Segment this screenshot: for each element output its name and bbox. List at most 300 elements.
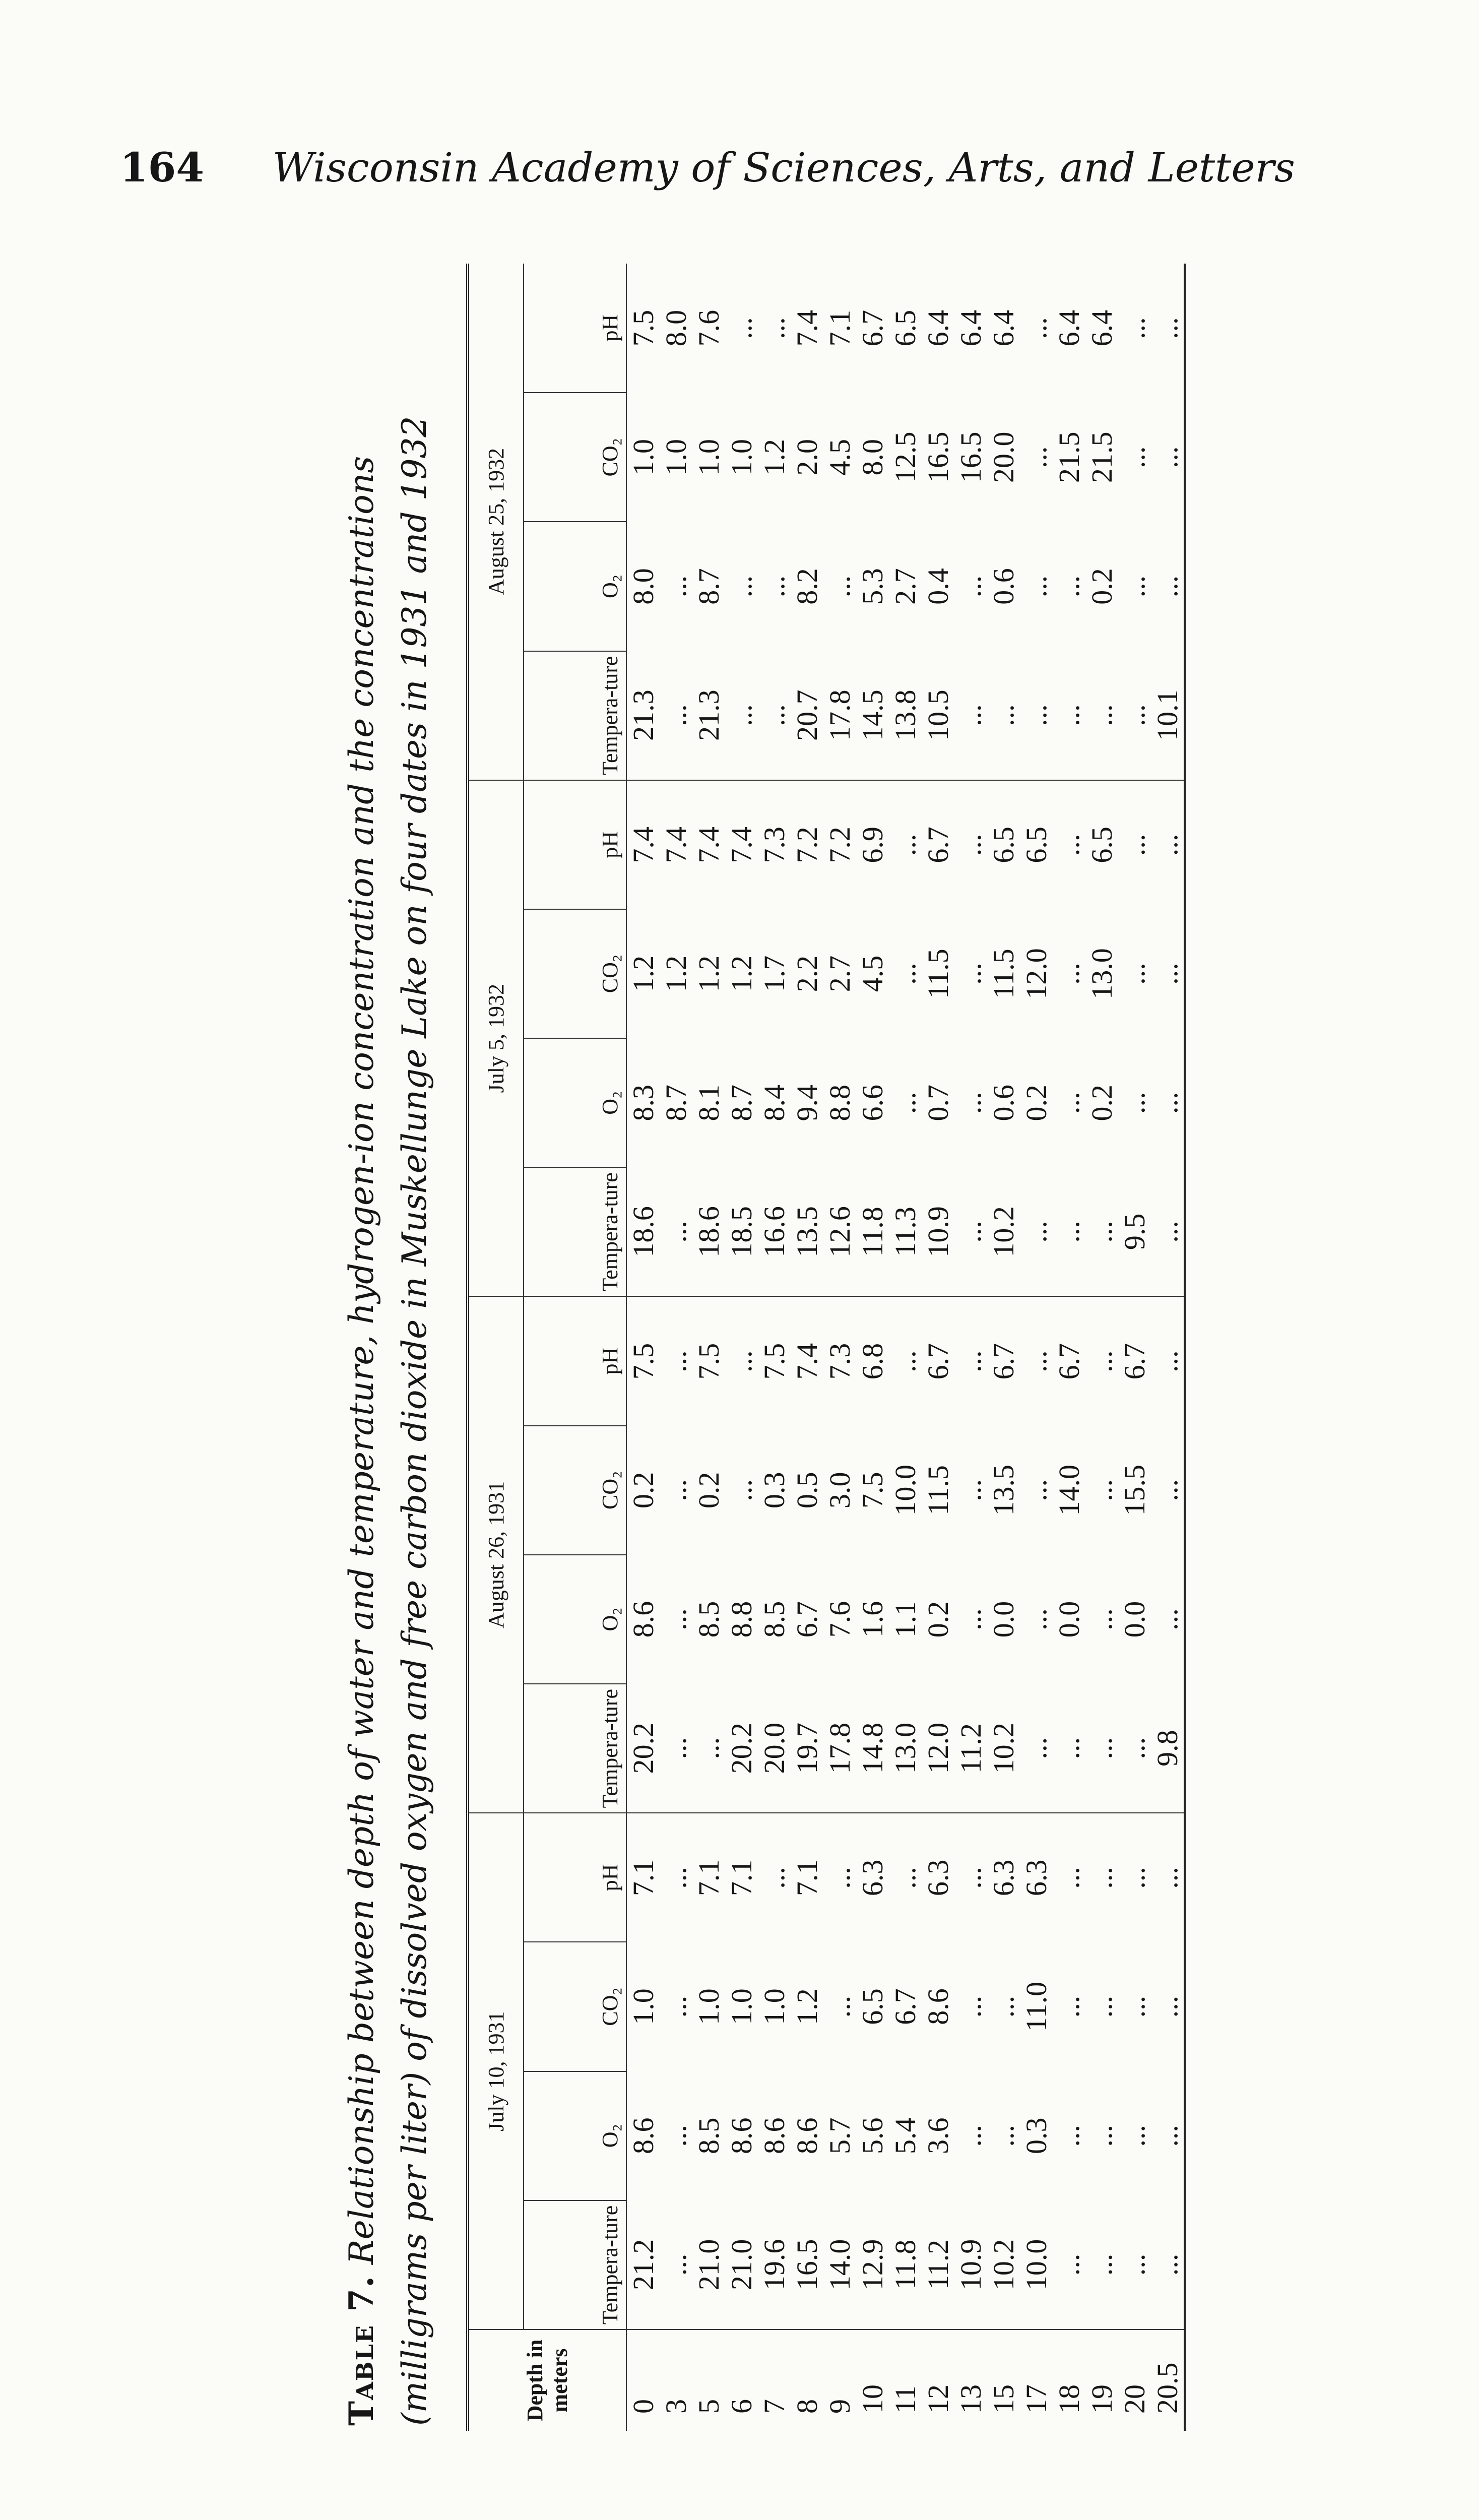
subheader-o2: O₂ <box>524 2071 626 2200</box>
temperature-cell: 10.0 <box>1020 2200 1053 2329</box>
co2-cell: 13.5 <box>987 1465 1020 1516</box>
o2-cell: 8.5 <box>758 1601 791 1638</box>
co2-cell: 12.0 <box>1020 948 1053 999</box>
co2-cell: 1.0 <box>692 439 725 476</box>
ph-cell: ... <box>725 317 758 339</box>
co2-cell: 6.5 <box>856 1988 889 2025</box>
co2-cell: 11.5 <box>922 1465 954 1516</box>
temperature-cell: ... <box>1053 1167 1085 1296</box>
co2-cell: 4.5 <box>823 439 856 476</box>
temperature-cell: ... <box>660 1167 692 1296</box>
temperature-cell: ... <box>758 651 791 780</box>
temperature-cell: ... <box>1053 1684 1085 1813</box>
page-header <box>120 144 1295 191</box>
co2-cell: 2.2 <box>791 955 823 992</box>
o2-cell: ... <box>1020 1608 1053 1630</box>
temperature-cell: 20.7 <box>791 651 823 780</box>
date-header-2: August 26, 1931 <box>468 1297 524 1813</box>
subheader-co2: CO₂ <box>524 393 626 522</box>
ph-cell: 8.0 <box>660 309 692 347</box>
temperature-cell: 21.3 <box>626 651 660 780</box>
ph-cell: 6.7 <box>1053 1343 1085 1380</box>
table-row <box>1118 264 1151 2431</box>
temperature-cell: 20.2 <box>626 1684 660 1813</box>
ph-cell: ... <box>1118 1867 1151 1889</box>
o2-cell: 5.4 <box>889 2117 922 2154</box>
o2-cell: 8.8 <box>725 1601 758 1638</box>
temperature-cell: ... <box>1085 2200 1118 2329</box>
co2-cell: 16.5 <box>954 431 987 483</box>
co2-cell: 8.6 <box>922 1988 954 2025</box>
date-header-1: July 10, 1931 <box>468 1813 524 2329</box>
ph-cell: 7.1 <box>692 1859 725 1897</box>
subheader-row <box>524 264 626 2431</box>
ph-cell: ... <box>954 1350 987 1372</box>
subheader-ph: pH <box>524 780 626 909</box>
temperature-cell: ... <box>660 1684 692 1813</box>
temperature-cell: 16.5 <box>791 2200 823 2329</box>
co2-cell: 10.0 <box>889 1465 922 1516</box>
temperature-cell: 20.2 <box>725 1684 758 1813</box>
ph-cell: ... <box>660 1867 692 1889</box>
o2-cell: 0.4 <box>922 568 954 605</box>
co2-cell: 11.5 <box>987 949 1020 999</box>
o2-cell: 8.3 <box>626 1038 660 1167</box>
ph-cell: 6.4 <box>987 309 1020 347</box>
co2-cell: ... <box>954 963 987 985</box>
depth-cell: 20 <box>1118 2329 1151 2431</box>
co2-cell: 12.5 <box>889 431 922 483</box>
o2-cell: 8.2 <box>791 568 823 605</box>
ph-cell: 6.7 <box>1118 1343 1151 1380</box>
ph-cell: 7.4 <box>791 309 823 347</box>
o2-cell: 8.6 <box>758 2117 791 2154</box>
co2-cell: 15.5 <box>1118 1465 1151 1516</box>
page-number: 164 <box>120 144 204 191</box>
o2-cell: 6.6 <box>856 1084 889 1121</box>
depth-cell: 20.5 <box>1151 2329 1185 2431</box>
ph-cell: ... <box>1085 1350 1118 1372</box>
ph-cell: 7.1 <box>791 1859 823 1897</box>
depth-cell: 0 <box>626 2329 660 2431</box>
o2-cell: ... <box>1118 2124 1151 2147</box>
temperature-cell: 18.6 <box>692 1167 725 1296</box>
o2-cell: 8.4 <box>758 1084 791 1121</box>
temperature-cell: 11.8 <box>856 1167 889 1296</box>
co2-cell: ... <box>1151 1942 1185 2071</box>
ph-cell: 6.3 <box>922 1859 954 1897</box>
co2-cell: ... <box>1118 1995 1151 2018</box>
temperature-cell: 10.1 <box>1151 651 1185 780</box>
ph-cell: 7.3 <box>823 1343 856 1380</box>
table-row <box>626 264 660 2431</box>
ph-cell: ... <box>889 834 922 856</box>
temperature-cell: 17.8 <box>823 1684 856 1813</box>
o2-cell: 8.1 <box>692 1084 725 1121</box>
o2-cell: ... <box>725 575 758 598</box>
ph-cell: ... <box>1118 834 1151 856</box>
table-row <box>823 264 856 2431</box>
table-row <box>987 264 1020 2431</box>
ph-cell: 7.1 <box>725 1859 758 1897</box>
co2-cell: ... <box>1053 963 1085 985</box>
temperature-cell: 9.5 <box>1118 1167 1151 1296</box>
o2-cell: ... <box>1053 2124 1085 2147</box>
ph-cell: ... <box>758 317 791 339</box>
temperature-cell: 18.5 <box>725 1167 758 1296</box>
temperature-cell: ... <box>725 651 758 780</box>
co2-cell: 1.0 <box>758 1988 791 2025</box>
ph-cell: 7.3 <box>758 827 791 863</box>
depth-cell: 18 <box>1053 2329 1085 2431</box>
depth-cell: 8 <box>791 2329 823 2431</box>
o2-cell: ... <box>1151 1038 1185 1167</box>
temperature-cell: ... <box>660 651 692 780</box>
temperature-cell: 17.8 <box>823 651 856 780</box>
data-table <box>466 264 1186 2431</box>
co2-cell: ... <box>889 963 922 985</box>
o2-cell: 8.7 <box>660 1084 692 1121</box>
temperature-cell: 11.2 <box>954 1684 987 1813</box>
temperature-cell: 14.8 <box>856 1684 889 1813</box>
temperature-cell: 21.0 <box>692 2200 725 2329</box>
o2-cell: ... <box>889 1092 922 1114</box>
ph-cell: 6.5 <box>889 309 922 347</box>
ph-cell: 6.3 <box>1020 1859 1053 1897</box>
o2-cell: ... <box>1085 1608 1118 1630</box>
co2-cell: 1.0 <box>660 439 692 476</box>
o2-cell: 8.5 <box>692 2117 725 2154</box>
temperature-cell: 9.8 <box>1151 1684 1185 1813</box>
co2-cell: 1.2 <box>791 1988 823 2025</box>
depth-cell: 15 <box>987 2329 1020 2431</box>
co2-cell: 11.0 <box>1020 1981 1053 2032</box>
ph-cell: 6.4 <box>954 309 987 347</box>
o2-cell: 0.6 <box>987 1084 1020 1121</box>
ph-cell: 7.4 <box>791 1343 823 1380</box>
ph-cell: ... <box>1085 1867 1118 1889</box>
ph-cell: 7.5 <box>626 264 660 393</box>
temperature-cell: ... <box>954 1167 987 1296</box>
o2-cell: ... <box>1151 522 1185 651</box>
ph-cell: ... <box>725 1350 758 1372</box>
table-row <box>922 264 954 2431</box>
co2-cell: 1.2 <box>626 909 660 1038</box>
o2-cell: 6.7 <box>791 1601 823 1638</box>
ph-cell: 7.6 <box>692 309 725 347</box>
depth-cell: 10 <box>856 2329 889 2431</box>
co2-cell: 1.7 <box>758 955 791 992</box>
ph-cell: ... <box>758 1867 791 1889</box>
subheader-temperature: Tempera-ture <box>524 1684 626 1813</box>
o2-cell: 0.7 <box>922 1084 954 1121</box>
temperature-cell: ... <box>954 651 987 780</box>
ph-cell: ... <box>889 1350 922 1372</box>
o2-cell: 0.2 <box>1085 1084 1118 1121</box>
o2-cell: 0.0 <box>1118 1601 1151 1638</box>
ph-cell: ... <box>1151 1297 1185 1426</box>
table-row <box>791 264 823 2431</box>
co2-cell: 1.0 <box>692 1988 725 2025</box>
o2-cell: 0.3 <box>1020 2117 1053 2154</box>
table-caption-lead: Table 7. <box>342 2275 381 2426</box>
o2-cell: 0.0 <box>1053 1601 1085 1638</box>
co2-cell: 1.2 <box>758 439 791 476</box>
co2-cell: ... <box>725 1479 758 1501</box>
subheader-ph: pH <box>524 1297 626 1426</box>
o2-cell: ... <box>758 575 791 598</box>
co2-cell: ... <box>1151 393 1185 522</box>
temperature-cell: 12.0 <box>922 1684 954 1813</box>
temperature-cell: 13.0 <box>889 1684 922 1813</box>
ph-cell: 7.5 <box>692 1343 725 1380</box>
o2-cell: 2.7 <box>889 568 922 605</box>
co2-cell: 20.0 <box>987 431 1020 483</box>
ph-cell: 7.2 <box>823 827 856 863</box>
co2-cell: ... <box>954 1479 987 1501</box>
o2-cell: 0.2 <box>1020 1084 1053 1121</box>
temperature-cell: 19.7 <box>791 1684 823 1813</box>
co2-cell: ... <box>823 1995 856 2018</box>
temperature-cell: 10.2 <box>987 1684 1020 1813</box>
o2-cell: ... <box>1151 2071 1185 2200</box>
temperature-cell: 14.5 <box>856 651 889 780</box>
ph-cell: 6.7 <box>856 309 889 347</box>
subheader-temperature: Tempera-ture <box>524 651 626 780</box>
subheader-co2: CO₂ <box>524 1942 626 2071</box>
o2-cell: 1.6 <box>856 1601 889 1638</box>
ph-cell: ... <box>1118 317 1151 339</box>
o2-cell: 9.4 <box>791 1084 823 1121</box>
o2-cell: 8.6 <box>626 1555 660 1684</box>
co2-cell: ... <box>954 1995 987 2018</box>
co2-cell: 4.5 <box>856 955 889 992</box>
table-row <box>660 264 692 2431</box>
temperature-cell: ... <box>1020 1684 1053 1813</box>
co2-cell: 2.7 <box>823 955 856 992</box>
temperature-cell: ... <box>1151 2200 1185 2329</box>
ph-cell: ... <box>1053 1867 1085 1889</box>
co2-cell: ... <box>1020 446 1053 469</box>
co2-cell: ... <box>1118 446 1151 469</box>
temperature-cell: ... <box>987 651 1020 780</box>
subheader-co2: CO₂ <box>524 1426 626 1555</box>
o2-cell: 1.1 <box>889 1601 922 1638</box>
o2-cell: 8.7 <box>725 1084 758 1121</box>
o2-cell: ... <box>1118 575 1151 598</box>
date-header-4: August 25, 1932 <box>468 264 524 780</box>
temperature-cell: ... <box>1118 2200 1151 2329</box>
ph-cell: ... <box>889 1867 922 1889</box>
co2-cell: 21.5 <box>1085 431 1118 483</box>
subheader-temperature: Tempera-ture <box>524 2200 626 2329</box>
co2-cell: 1.0 <box>725 1988 758 2025</box>
temperature-cell: 19.6 <box>758 2200 791 2329</box>
co2-cell: 0.3 <box>758 1472 791 1509</box>
temperature-cell: 12.9 <box>856 2200 889 2329</box>
ph-cell: 6.4 <box>922 309 954 347</box>
co2-cell: 14.0 <box>1053 1465 1085 1516</box>
table-row <box>889 264 922 2431</box>
o2-cell: ... <box>660 575 692 598</box>
depth-cell: 6 <box>725 2329 758 2431</box>
depth-cell: 7 <box>758 2329 791 2431</box>
subheader-temperature: Tempera-ture <box>524 1167 626 1296</box>
ph-cell: 7.1 <box>626 1813 660 1942</box>
subheader-o2: O₂ <box>524 1555 626 1684</box>
ph-cell: ... <box>1151 780 1185 909</box>
o2-cell: 8.6 <box>791 2117 823 2154</box>
temperature-cell: 14.0 <box>823 2200 856 2329</box>
ph-cell: 6.5 <box>1085 827 1118 863</box>
temperature-cell: 10.5 <box>922 651 954 780</box>
co2-cell: 1.0 <box>725 439 758 476</box>
o2-cell: ... <box>1053 575 1085 598</box>
temperature-cell: ... <box>1020 651 1053 780</box>
temperature-cell: 21.3 <box>692 651 725 780</box>
ph-cell: ... <box>1053 834 1085 856</box>
table-row <box>692 264 725 2431</box>
ph-cell: ... <box>1020 317 1053 339</box>
temperature-cell: ... <box>1085 651 1118 780</box>
co2-cell: ... <box>660 1995 692 2018</box>
depth-cell: 11 <box>889 2329 922 2431</box>
o2-cell: 8.8 <box>823 1084 856 1121</box>
temperature-cell: ... <box>1085 1167 1118 1296</box>
co2-cell: 8.0 <box>856 439 889 476</box>
ph-cell: 7.4 <box>660 827 692 863</box>
ph-cell: 6.5 <box>1020 827 1053 863</box>
temperature-cell: ... <box>1053 2200 1085 2329</box>
table-caption-text: Relationship between depth of water and temperature, hydrogen-ion concentration and the concentrations (milligrams per liter) of dissolved oxygen and free carbon dioxide in Muskellunge Lake on four dates in 1931 and 1932 <box>342 416 434 2426</box>
ph-cell: 6.8 <box>856 1343 889 1380</box>
o2-cell: ... <box>1085 2124 1118 2147</box>
o2-cell: ... <box>660 2124 692 2147</box>
o2-cell: ... <box>823 575 856 598</box>
ph-cell: 6.7 <box>987 1343 1020 1380</box>
temperature-cell: 10.2 <box>987 2200 1020 2329</box>
depth-cell: 19 <box>1085 2329 1118 2431</box>
ph-cell: 7.4 <box>626 780 660 909</box>
o2-cell: 3.6 <box>922 2117 954 2154</box>
o2-cell: ... <box>660 1608 692 1630</box>
co2-cell: 0.2 <box>626 1426 660 1555</box>
temperature-cell: 11.8 <box>889 2200 922 2329</box>
temperature-cell: 13.5 <box>791 1167 823 1296</box>
co2-cell: 21.5 <box>1053 431 1085 483</box>
ph-cell: 6.7 <box>922 1343 954 1380</box>
co2-cell: 1.2 <box>725 955 758 992</box>
temperature-cell: 13.8 <box>889 651 922 780</box>
depth-header: Depth in meters <box>468 2329 626 2431</box>
co2-cell: ... <box>987 1995 1020 2018</box>
ph-cell: ... <box>1151 264 1185 393</box>
temperature-cell: 10.2 <box>987 1167 1020 1296</box>
table-body <box>626 264 1185 2431</box>
temperature-cell: ... <box>660 2200 692 2329</box>
ph-cell: 6.4 <box>1053 309 1085 347</box>
o2-cell: 0.2 <box>1085 568 1118 605</box>
co2-cell: 1.2 <box>660 955 692 992</box>
ph-cell: 6.3 <box>987 1859 1020 1897</box>
subheader-o2: O₂ <box>524 1038 626 1167</box>
o2-cell: 8.0 <box>626 522 660 651</box>
ph-cell: ... <box>660 1350 692 1372</box>
depth-cell: 5 <box>692 2329 725 2431</box>
o2-cell: 0.2 <box>922 1601 954 1638</box>
ph-cell: 7.4 <box>725 827 758 863</box>
table-row <box>1020 264 1053 2431</box>
ph-cell: 6.3 <box>856 1859 889 1897</box>
o2-cell: ... <box>1053 1092 1085 1114</box>
o2-cell: ... <box>987 2124 1020 2147</box>
temperature-cell: ... <box>1118 1684 1151 1813</box>
co2-cell: ... <box>1118 963 1151 985</box>
depth-cell: 17 <box>1020 2329 1053 2431</box>
o2-cell: 8.6 <box>626 2071 660 2200</box>
temperature-cell: 10.9 <box>954 2200 987 2329</box>
temperature-cell: 12.6 <box>823 1167 856 1296</box>
o2-cell: ... <box>954 575 987 598</box>
ph-cell: 7.4 <box>692 827 725 863</box>
o2-cell: 0.6 <box>987 568 1020 605</box>
co2-cell: 1.0 <box>626 1942 660 2071</box>
o2-cell: 0.0 <box>987 1601 1020 1638</box>
depth-cell: 13 <box>954 2329 987 2431</box>
ph-cell: 7.5 <box>626 1297 660 1426</box>
co2-cell: ... <box>1151 1426 1185 1555</box>
co2-cell: ... <box>1151 909 1185 1038</box>
ph-cell: ... <box>1151 1813 1185 1942</box>
co2-cell: ... <box>660 1479 692 1501</box>
co2-cell: 2.0 <box>791 439 823 476</box>
ph-cell: 6.9 <box>856 827 889 863</box>
temperature-cell: 10.9 <box>922 1167 954 1296</box>
co2-cell: 13.0 <box>1085 948 1118 999</box>
temperature-cell: ... <box>1118 651 1151 780</box>
temperature-cell: ... <box>1053 651 1085 780</box>
co2-cell: 6.7 <box>889 1988 922 2025</box>
o2-cell: ... <box>1151 1555 1185 1684</box>
running-title: Wisconsin Academy of Sciences, Arts, and Letters <box>272 144 1295 191</box>
co2-cell: ... <box>1020 1479 1053 1501</box>
depth-cell: 3 <box>660 2329 692 2431</box>
co2-cell: 3.0 <box>823 1472 856 1509</box>
table-row <box>758 264 791 2431</box>
o2-cell: 5.3 <box>856 568 889 605</box>
o2-cell: 8.7 <box>692 568 725 605</box>
subheader-co2: CO₂ <box>524 909 626 1038</box>
co2-cell: 1.0 <box>626 393 660 522</box>
depth-cell: 12 <box>922 2329 954 2431</box>
table-row <box>954 264 987 2431</box>
ph-cell: ... <box>954 1867 987 1889</box>
o2-cell: ... <box>1118 1092 1151 1114</box>
temperature-cell: ... <box>1020 1167 1053 1296</box>
date-header-3: July 5, 1932 <box>468 780 524 1297</box>
o2-cell: 5.6 <box>856 2117 889 2154</box>
ph-cell: 7.5 <box>758 1343 791 1380</box>
temperature-cell: 21.0 <box>725 2200 758 2329</box>
co2-cell: 11.5 <box>922 949 954 999</box>
o2-cell: 5.7 <box>823 2117 856 2154</box>
co2-cell: ... <box>1085 1479 1118 1501</box>
ph-cell: 7.2 <box>791 827 823 863</box>
co2-cell: 0.2 <box>692 1472 725 1509</box>
temperature-cell: 20.0 <box>758 1684 791 1813</box>
temperature-cell: 11.2 <box>922 2200 954 2329</box>
co2-cell: 1.2 <box>692 955 725 992</box>
